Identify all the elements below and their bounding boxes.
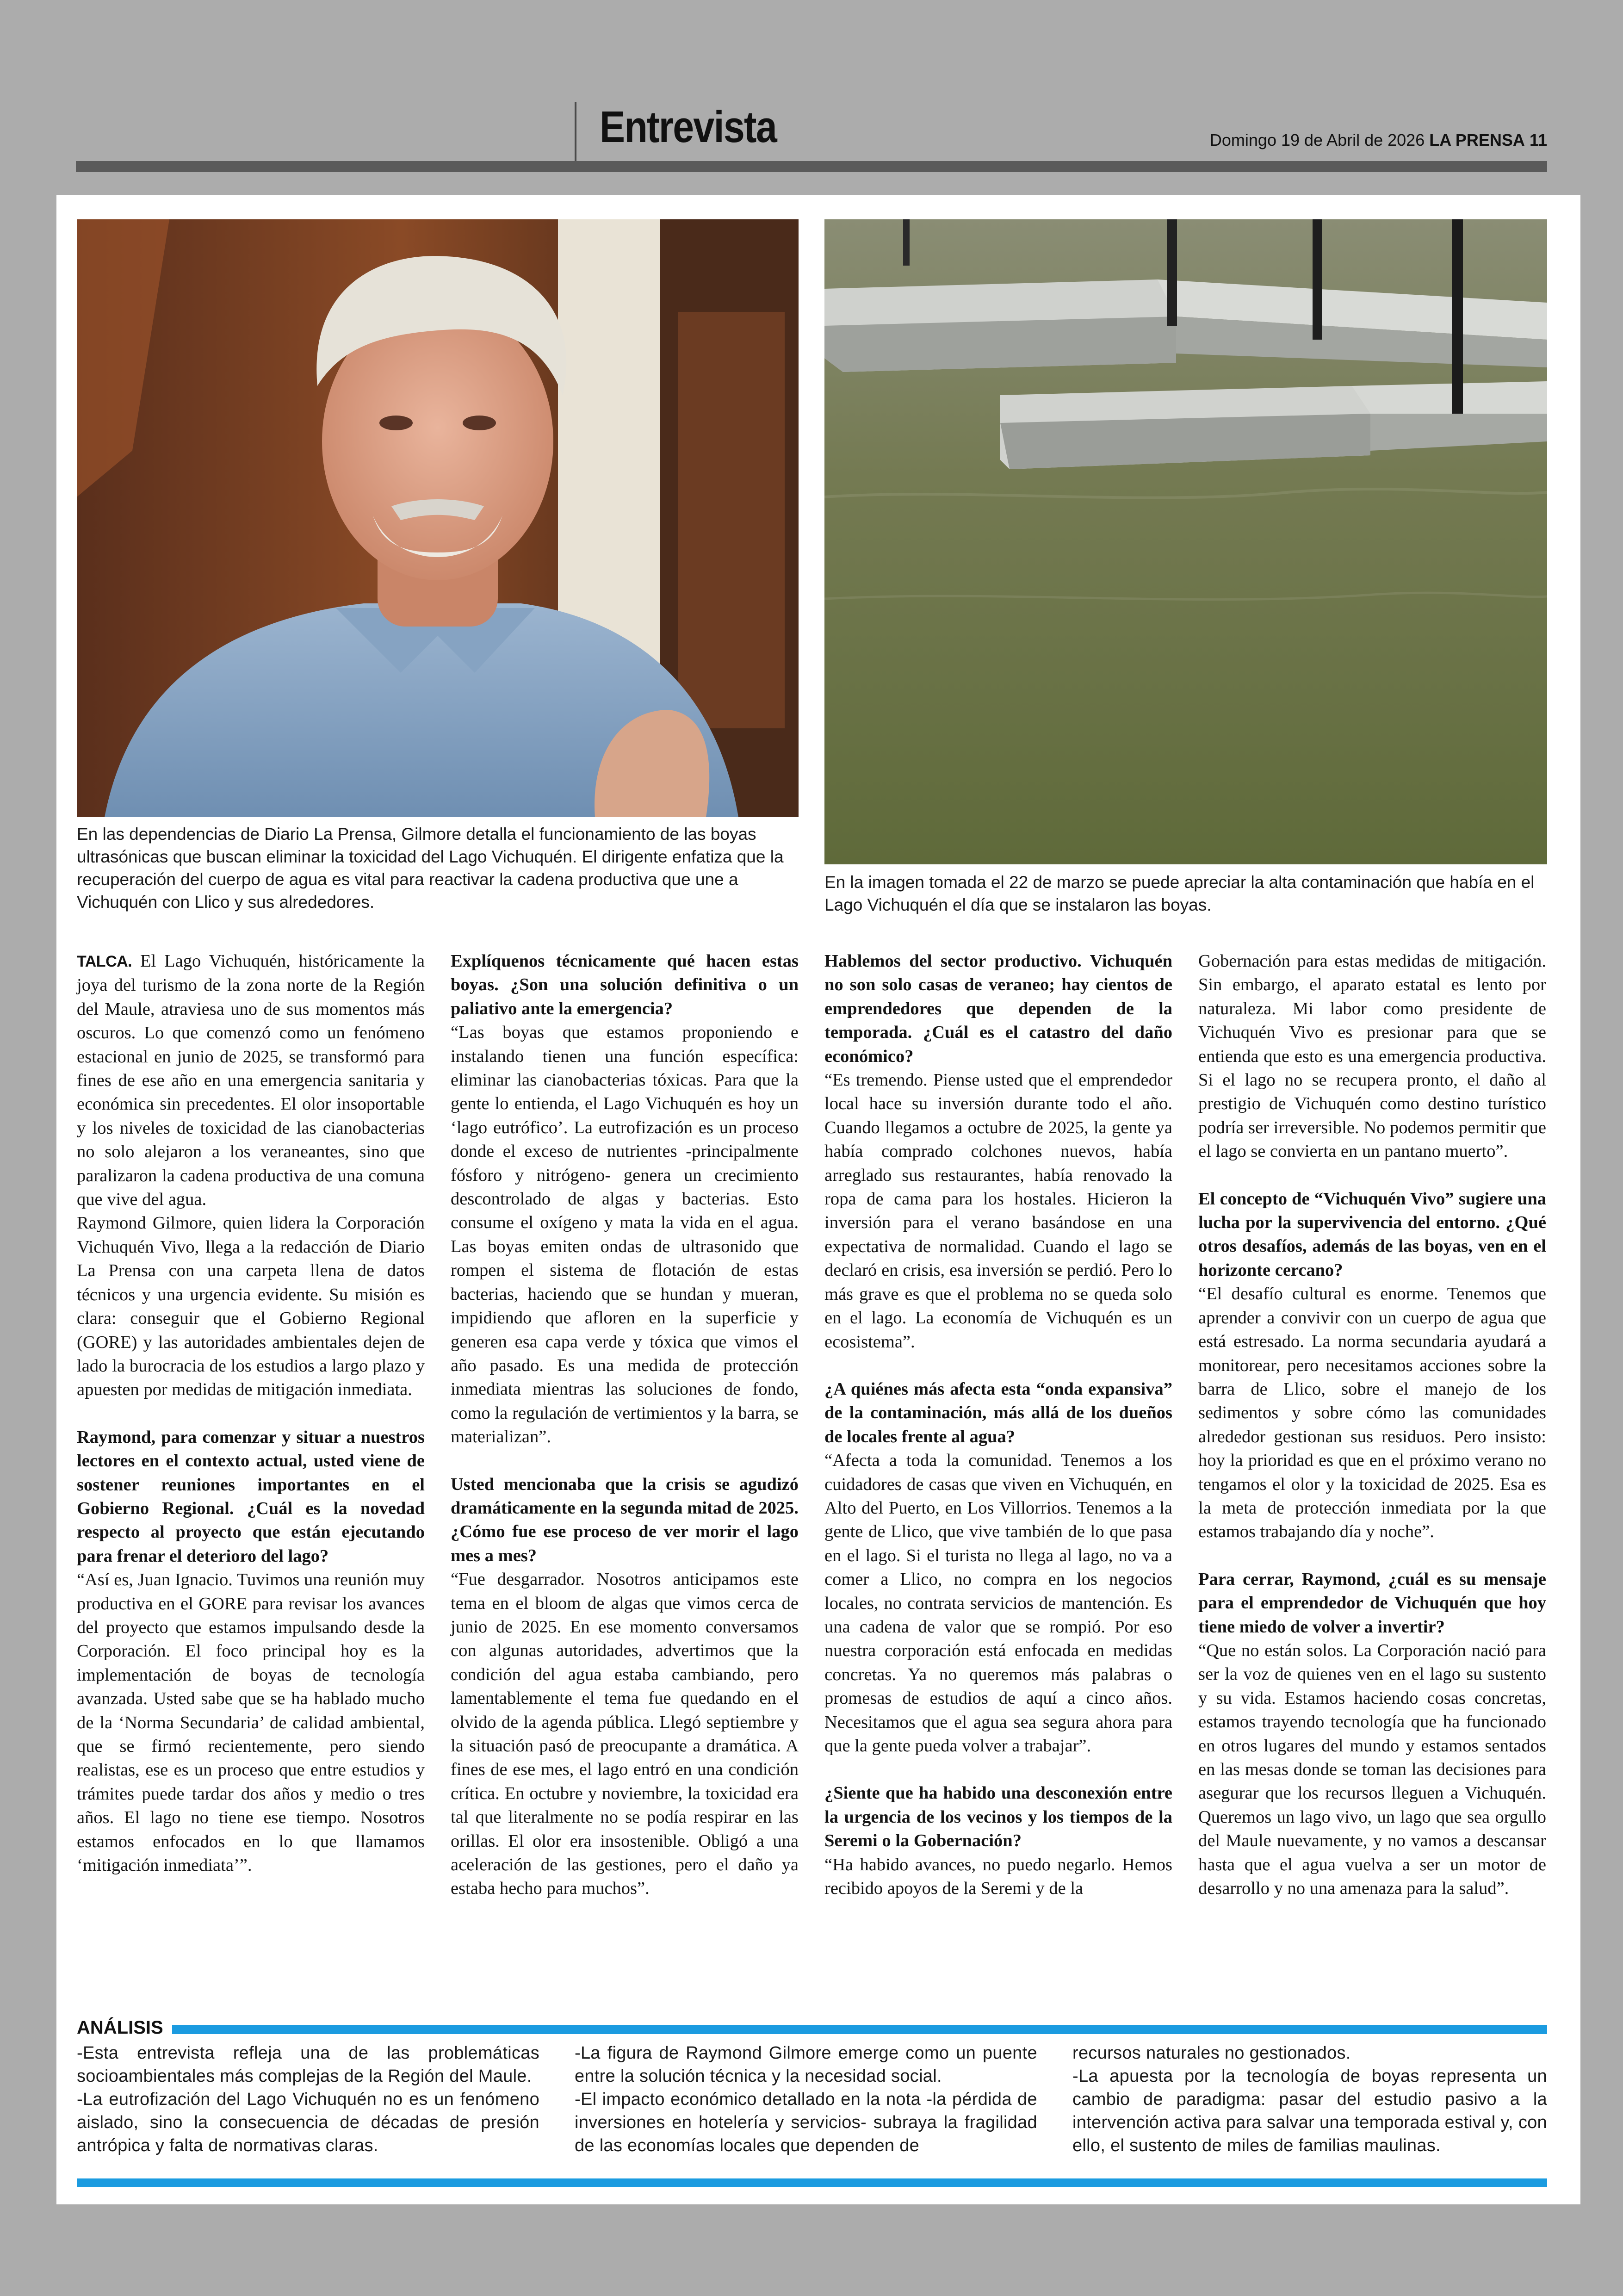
article-column-2 [451,949,799,1901]
answer: “Es tremendo. Piense usted que el emprendedor local hace su inversión durante todo el año. Cuando llegamos a octubre de 2025, la gente ya había comprado colchones nuevos, había arreglado sus restaurantes, había renovado la ropa de cama para los hostales. Hicieron la inversión para el verano basándose en una expectativa de normalidad. Cuando el lago se declaró en crisis, esa inversión se perdió. Pero lo más grave es que el problema no se queda solo en el lago. La economía de Vichuquén es un ecosistema”. [824,1070,1172,1352]
analysis-column-2 [575,2042,1037,2157]
intro-text: El Lago Vichuquén, históricamente la joya del turismo de la zona norte de la Región del Maule, atraviesa uno de sus momentos más oscuros. Lo que comenzó como un fenómeno estacional en junio de 2025, se transformó para fines de ese año en una emergencia sanitaria y económica sin precedentes. El olor insoportable y los niveles de toxicidad de las cianobacterias no solo alejaron a los veraneantes, sino que paralizaron la cadena productiva de una comuna que vive del agua. [77,951,425,1210]
answer: “Afecta a toda la comunidad. Tenemos a los cuidadores de casas que viven en Vichuquén, en Alto del Puerto, en Los Villorrios. Tenemos a la gente de Llico, que vive también de lo que pasa en el lago. Si el turista no llega al lago, no va a comer a Llico, no compra en los negocios locales, no contrata servicios de mantención. Es una cadena de valor que se rompió. Por eso nuestra corporación está enfocada en medidas concretas. Ya no queremos más palabras o promesas de estudios de aquí a cinco años. Necesitamos que el agua sea segura ahora para que la gente pueda volver a trabajar”. [824,1451,1172,1756]
question: El concepto de “Vichuquén Vivo” sugiere una lucha por la supervivencia del entorno. ¿Qué otros desafíos, además de las boyas, ven en el horizonte cercano? [1198,1189,1546,1280]
answer: “Las boyas que estamos proponiendo e instalando tienen una función específica: eliminar las cianobacterias tóxicas. Para que la gente lo entienda, el Lago Vichuquén es hoy un ‘lago eutrófico’. La eutrofización es un proceso donde el exceso de nutrientes -principalmente fósforo y nitrógeno- genera un crecimiento descontrolado de algas y bacterias. Esto consume el oxígeno y mata la vida en el agua. Las boyas emiten ondas de ultrasonido que rompen el sistema de flotación de estas bacterias, haciendo que se hundan y mueran, impidiendo que afloren en la superficie y generen esa capa verde y tóxica que vimos el año pasado. Es una medida de protección inmediata mientras las soluciones de fondo, como la regulación de vertimientos y la barra, se materializan”. [451,1023,799,1447]
question: ¿A quiénes más afecta esta “onda expansiva” de la contaminación, más allá de los dueños de locales frente al agua? [824,1379,1172,1446]
article-column-3 [824,949,1172,1900]
answer: “Fue desgarrador. Nosotros anticipamos este tema en el bloom de algas que vimos cerca de junio de 2025. En ese momento conversamos con algunas autoridades, advertimos que la condición del agua estaba cambiando, pero lamentablemente el tema fue quedando en el olvido de la agenda pública. Llegó septiembre y la situación pasó de preocupante a dramática. A fines de ese mes, el lago entró en una condición crítica. En octubre y noviembre, la toxicidad era tal que literalmente no se podía respirar en las orillas. El olor era insostenible. Obligó a una aceleración de las gestiones, pero el daño ya estaba hecho para muchos”. [451,1570,799,1899]
article-column-1 [77,949,425,1877]
lake-caption: En la imagen tomada el 22 de marzo se puede apreciar la alta contaminación que había en el Lago Vichuquén el día que se instalaron las boyas. [824,873,1535,914]
lake-photo [824,219,1547,864]
analysis-point: -La apuesta por la tecnología de boyas representa un cambio de paradigma: pasar del estudio pasivo a la intervención activa para salvar una temporada estival y, con ello, el sustento de miles de familias maulinas. [1072,2066,1547,2155]
analysis-point: -La eutrofización del Lago Vichuquén no es un fenómeno aislado, sino la consecuencia de décadas de presión antrópica y falta de normativas claras. [77,2090,539,2155]
question: Raymond, para comenzar y situar a nuestros lectores en el contexto actual, usted viene de sostener reuniones importantes en el Gobierno Regional. ¿Cuál es la novedad respecto al proyecto que están ejecutando para frenar el deterioro del lago? [77,1427,425,1566]
question: Explíquenos técnicamente qué hacen estas boyas. ¿Son una solución definitiva o un paliativo ante la emergencia? [451,951,799,1018]
portrait-illustration [77,219,799,817]
page-number: 11 [1529,130,1547,149]
analysis-point: -La figura de Raymond Gilmore emerge como un puente entre la solución técnica y la necesidad social. [575,2043,1037,2086]
question: Hablemos del sector productivo. Vichuquén no son solo casas de veraneo; hay cientos de emprendedores que dependen de la temporada. ¿Cuál es el catastro del daño económico? [824,951,1172,1066]
article-column-4 [1198,949,1546,1900]
answer: “El desafío cultural es enorme. Tenemos que aprender a convivir con un cuerpo de agua que está estresado. La norma secundaria ayudará a monitorear, pero necesitamos acciones sobre la barra de Llico, sobre el manejo de los sedimentos y sobre cómo las comunidades alrededor gestionan sus residuos. Pero insisto: hoy la prioridad es que en el próximo verano no tengamos el olor y la toxicidad de 2025. Esa es la meta de protección inmediata por la que estamos trabajando día y noche”. [1198,1284,1546,1542]
answer: “Que no están solos. La Corporación nació para ser la voz de quienes ven en el lago su sustento y su vida. Estamos haciendo cosas concretas, estamos trayendo tecnología que ha funcionado en otros lugares del mundo y estamos sentados en las mesas donde se toman las decisiones para asegurar que los recursos lleguen a Vichuquén. Queremos un lago vivo, un lago que sea orgullo del Maule nuevamente, y no vamos a descansar hasta que el agua vuelva a ser un motor de desarrollo y no una amenaza para la salud”. [1198,1640,1546,1899]
question: Usted mencionaba que la crisis se agudizó dramáticamente en la segunda mitad de 2025. ¿Cómo fue ese proceso de ver morir el lago mes a mes? [451,1474,799,1565]
issue-line [1210,130,1547,150]
intro-paragraph-2: Raymond Gilmore, quien lidera la Corporación Vichuquén Vivo, llega a la redacción de Diario La Prensa con una carpeta llena de datos técnicos y una urgencia evidente. Su misión es clara: conseguir que el Gobierno Regional (GORE) y las autoridades ambientales dejen de lado la burocracia de los estudios a largo plazo y apuesten por medidas de mitigación inmediata. [77,1213,425,1400]
answer: Gobernación para estas medidas de mitigación. Sin embargo, el aparato estatal es lento por naturaleza. Mi labor como presidente de Vichuquén Vivo es presionar para que se entienda que esto es una emergencia productiva. Si el lago no se recupera pronto, el daño al prestigio de Vichuquén como destino turístico podría ser irreversible. No podemos permitir que el lago se convierta en un pantano muerto”. [1198,951,1546,1161]
dateline: TALCA. [77,953,132,970]
analysis-bottom-rule [77,2178,1547,2187]
portrait-photo [77,219,799,817]
question: Para cerrar, Raymond, ¿cuál es su mensaje para el emprendedor de Vichuquén que hoy tiene miedo de volver a invertir? [1198,1569,1546,1637]
lake-illustration [824,219,1547,864]
analysis-rule [172,2025,1547,2034]
analysis-point: recursos naturales no gestionados. [1072,2043,1351,2063]
header-divider [575,102,576,162]
intro-paragraph [77,949,425,1211]
analysis-point: -El impacto económico detallado en la nota -la pérdida de inversiones en hotelería y servicios- subraya la fragilidad de las economías locales que dependen de [575,2090,1037,2155]
analysis-column-1 [77,2042,539,2157]
header-bar [76,161,1547,172]
portrait-caption: En las dependencias de Diario La Prensa, Gilmore detalla el funcionamiento de las boyas ultrasónicas que buscan eliminar la toxicidad del Lago Vichuquén. El dirigente enfatiza que la recuperación del cuerpo de agua es vital para reactivar la cadena productiva que une a Vichuquén con Llico y sus alrededores. [77,825,784,912]
analysis-point: -Esta entrevista refleja una de las problemáticas socioambientales más complejas de la Región del Maule. [77,2043,539,2086]
answer: “Ha habido avances, no puedo negarlo. Hemos recibido apoyos de la Seremi y de la [824,1855,1172,1899]
issue-date: Domingo 19 de Abril de 2026 [1209,130,1425,149]
answer: “Así es, Juan Ignacio. Tuvimos una reunión muy productiva en el GORE para revisar los avances del proyecto que estamos impulsando desde la Corporación. El foco principal hoy es la implementación de boyas de tecnología avanzada. Usted sabe que se ha hablado mucho de la ‘Norma Secundaria’ de calidad ambiental, que se firmó recientemente, pero siendo realistas, ese es un proceso que entre estudios y trámites puede tardar dos años y medio o tres años. El lago no tiene ese tiempo. Nosotros estamos enfocados en lo que llamamos ‘mitigación inmediata’”. [77,1570,425,1875]
publication-name: LA PRENSA [1429,130,1525,149]
analysis-heading: ANÁLISIS [77,2017,163,2038]
question: ¿Siente que ha habido una desconexión entre la urgencia de los vecinos y los tiempos de la Seremi o la Gobernación? [824,1783,1172,1851]
section-title: Entrevista [600,102,777,152]
analysis-column-3 [1072,2042,1547,2157]
